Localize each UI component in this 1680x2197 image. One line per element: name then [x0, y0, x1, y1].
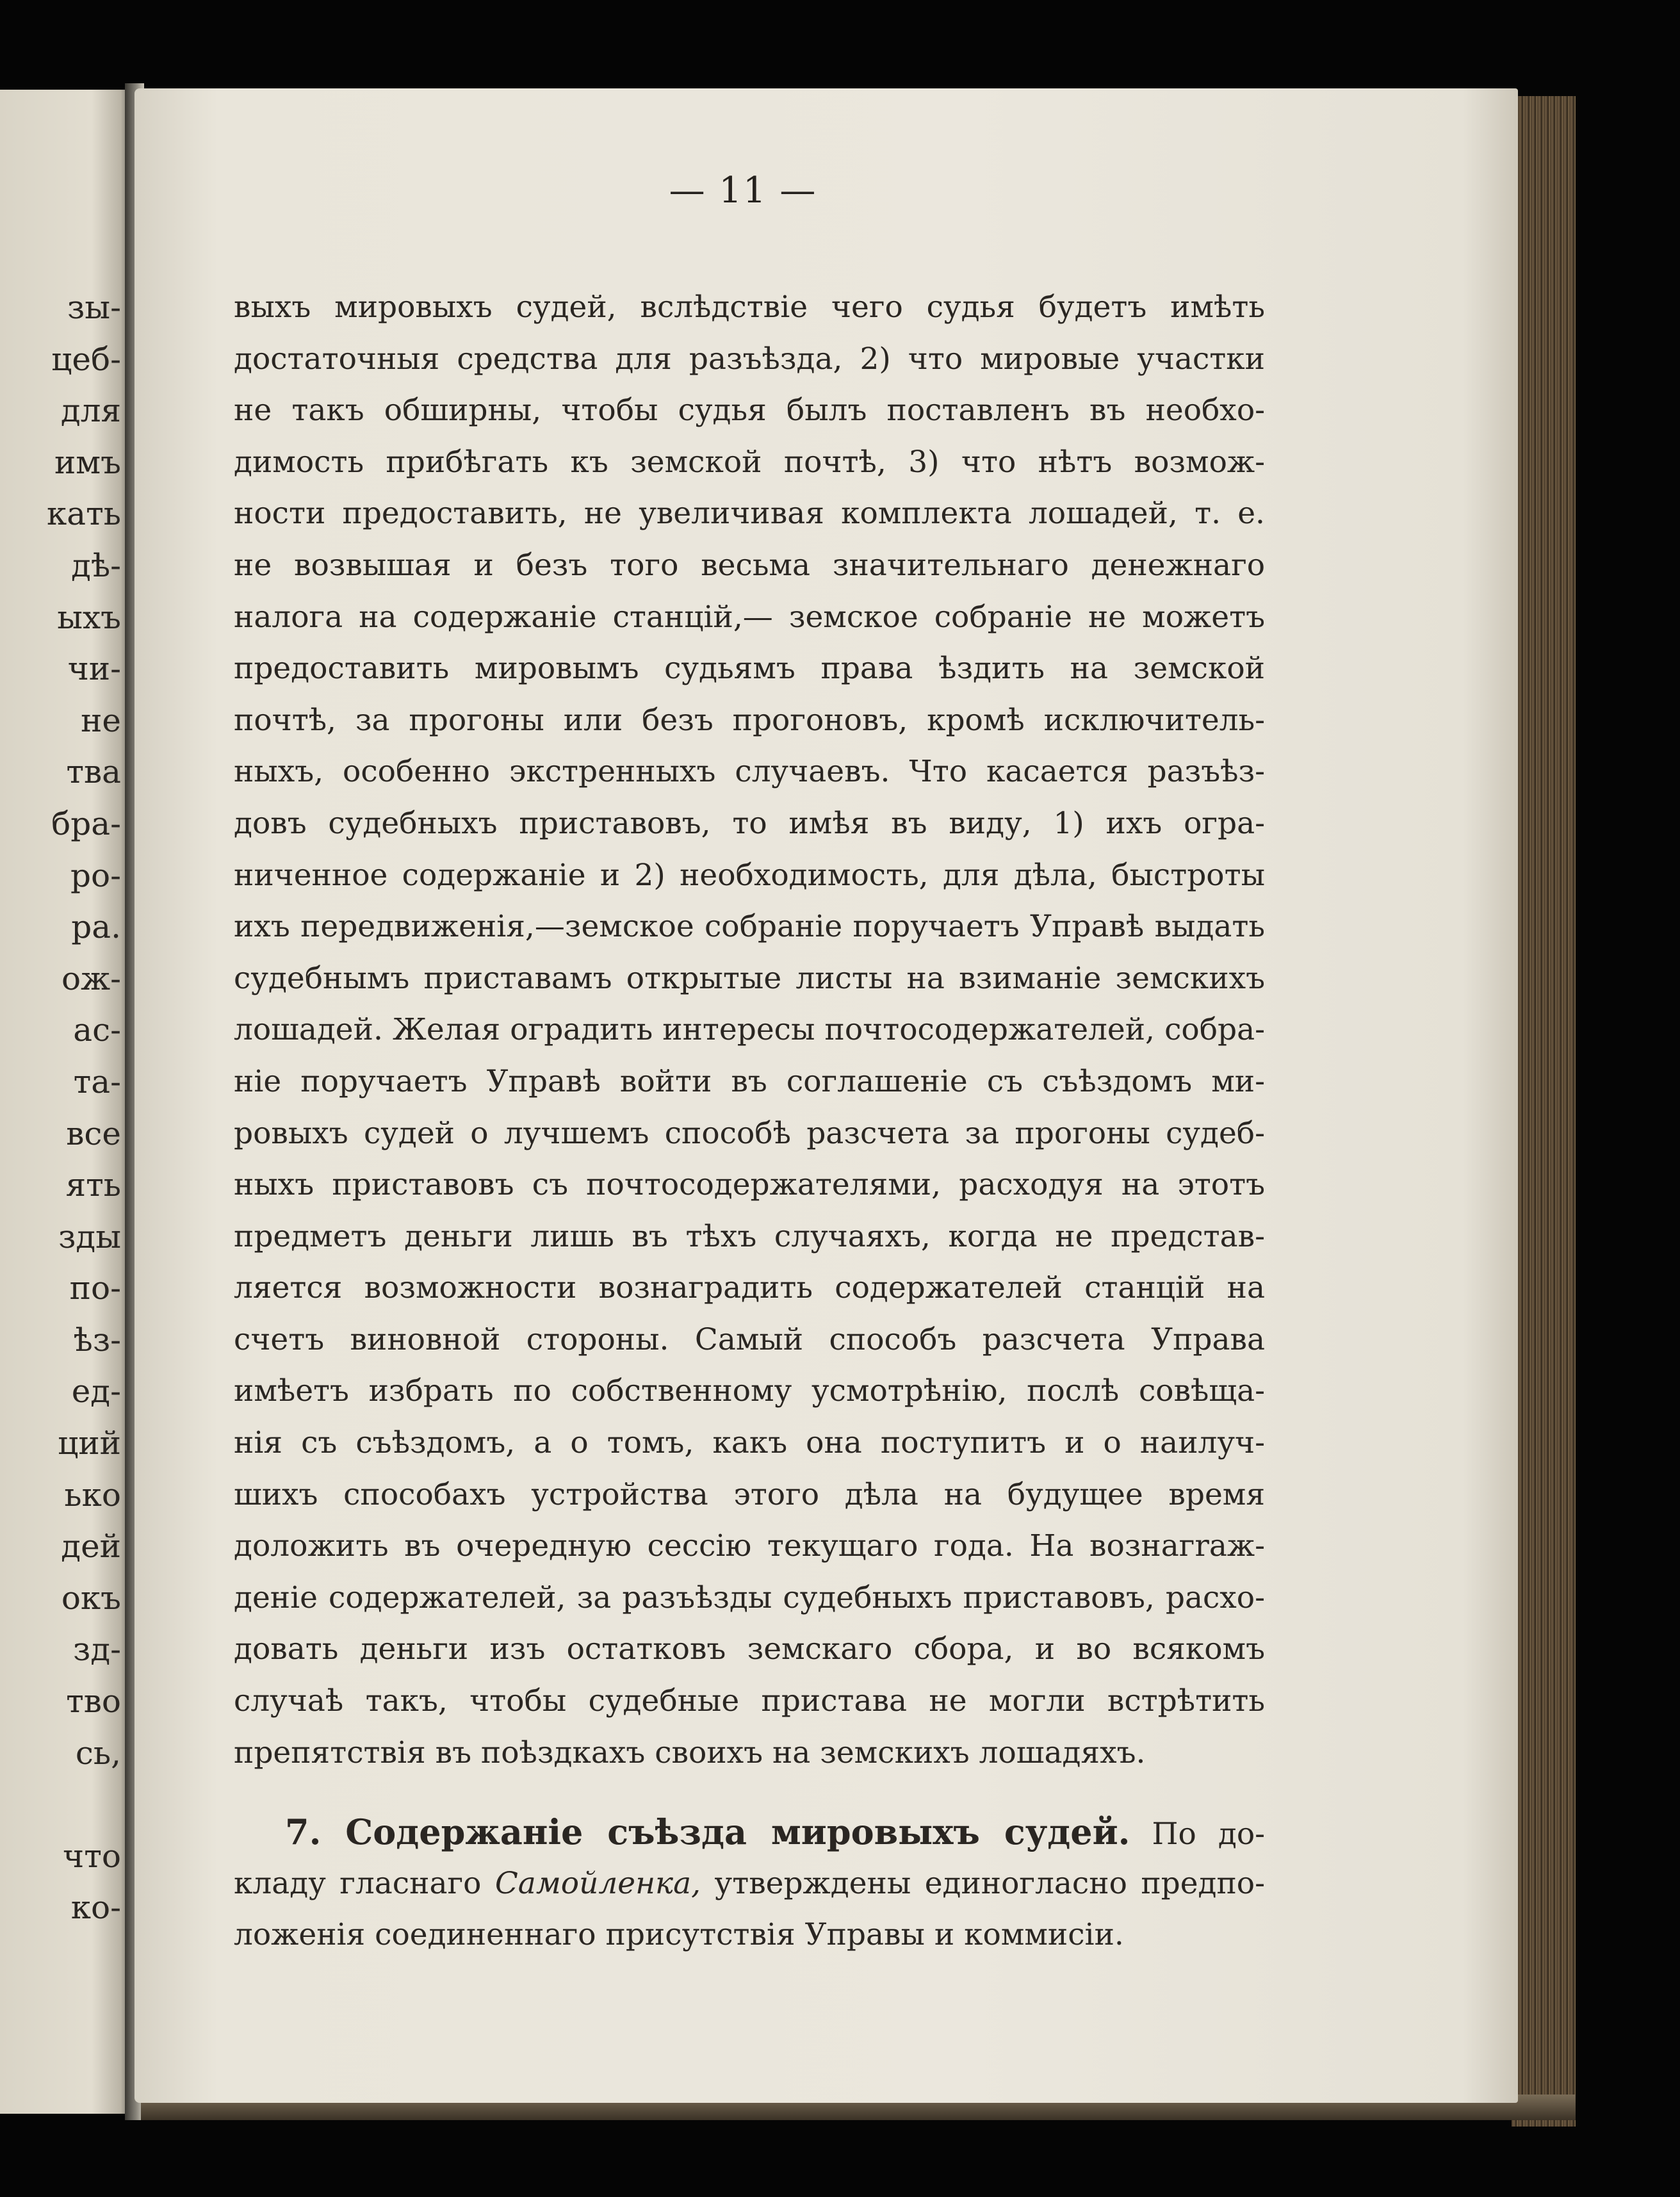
left-page-line: зд- [73, 1631, 121, 1669]
left-page-line: все [66, 1115, 121, 1152]
body-line: нія съ съѣздомъ, а о томъ, какъ она поступитъ и о наилуч- [234, 1425, 1265, 1461]
body-line: достаточныя средства для разъѣзда, 2) что мировые участки [234, 341, 1265, 377]
body-line: ниченное содержаніе и 2) необходимость, для дѣла, быстроты [234, 857, 1265, 893]
body-line: лошадей. Желая оградить интересы почтосодержателей, собра- [234, 1012, 1265, 1048]
left-page-line: ко- [70, 1889, 121, 1927]
body-line: довать деньги изъ остатковъ земскаго сбора, и во всякомъ [234, 1631, 1265, 1667]
section-7-speaker-name: Самойленка, [494, 1865, 701, 1901]
left-page-line: ас- [73, 1011, 121, 1049]
left-page-line: тво [66, 1683, 121, 1720]
body-line: ляется возможности вознаградить содержателей станцій на [234, 1270, 1265, 1306]
section-7-heading: 7. Содержаніе съѣзда мировыхъ судей. [285, 1811, 1130, 1852]
section-7-line-2-start: кладу гласнаго [234, 1865, 495, 1901]
left-page-line: ько [64, 1476, 121, 1514]
page-number: — 11 — [669, 170, 817, 211]
body-line: довъ судебныхъ приставовъ, то имѣя въ виду, 1) ихъ огра- [234, 805, 1265, 841]
body-line: деніе содержателей, за разъѣзды судебныхъ приставовъ, расхо- [234, 1580, 1265, 1615]
body-line: ныхъ приставовъ съ почтосодержателями, расходуя на этотъ [234, 1167, 1265, 1203]
body-line: случаѣ такъ, чтобы судебные пристава не могли встрѣтить [234, 1683, 1265, 1719]
left-page-text [47, 282, 121, 1934]
body-line: препятствія въ поѣздкахъ своихъ на земскихъ лошадяхъ. [234, 1735, 1146, 1770]
left-page-line: зы- [67, 289, 121, 326]
left-page-line: ыхъ [57, 598, 121, 636]
left-page-line: ѣз- [73, 1321, 121, 1359]
body-line: не возвышая и безъ того весьма значительнаго денежнаго [234, 547, 1265, 583]
body-line: ніе поручаетъ Управѣ войти въ соглашеніе съ съѣздомъ ми- [234, 1063, 1265, 1099]
body-line: счетъ виновной стороны. Самый способъ разсчета Управа [234, 1321, 1265, 1357]
section-7-line-3: ложенія соединеннаго присутствія Управы и коммисіи. [234, 1917, 1124, 1953]
body-line: выхъ мировыхъ судей, вслѣдствіе чего судья будетъ имѣть [234, 290, 1265, 325]
left-page-line: для [60, 392, 121, 430]
body-line: судебнымъ приставамъ открытые листы на взиманіе земскихъ [234, 960, 1265, 996]
left-page-line: ро- [70, 856, 121, 894]
body-line: доложить въ очередную сессію текущаго года. На вознагraж- [234, 1528, 1265, 1564]
body-line: ныхъ, особенно экстренныхъ случаевъ. Что касается разъѣз- [234, 754, 1265, 790]
body-line: ровыхъ судей о лучшемъ способѣ разсчета за прогоны судеб- [234, 1115, 1265, 1151]
left-page-line: дѣ- [71, 546, 121, 584]
section-7-line-2 [234, 1858, 1265, 1910]
left-page-line: сь, [75, 1734, 121, 1772]
left-page-line: не [81, 701, 121, 739]
section-7-paragraph [234, 1806, 1265, 1961]
left-page-line: цеб- [51, 340, 121, 378]
body-line: почтѣ, за прогоны или безъ прогоновъ, кромѣ исключитель- [234, 702, 1265, 738]
body-line: ности предоставить, не увеличивая комплекта лошадей, т. е. [234, 496, 1265, 532]
section-7-line-1-rest: По до- [1130, 1817, 1266, 1852]
left-page-line: ож- [61, 960, 121, 997]
left-page-line: дей [61, 1528, 121, 1565]
left-page-line: ять [65, 1166, 121, 1204]
section-7-line-1 [234, 1806, 1265, 1858]
left-page-line: кать [47, 495, 121, 533]
body-line: имѣетъ избрать по собственному усмотрѣнію, послѣ совѣща- [234, 1373, 1265, 1409]
body-line: предметъ деньги лишь въ тѣхъ случаяхъ, когда не представ- [234, 1218, 1265, 1254]
body-line: димость прибѣгать къ земской почтѣ, 3) что нѣтъ возмож- [234, 444, 1265, 480]
left-page-line: та- [73, 1063, 121, 1100]
left-page-line: бра- [51, 804, 121, 842]
body-line: предоставить мировымъ судьямъ права ѣздить на земской [234, 651, 1265, 687]
left-page-line [47, 1779, 121, 1831]
left-page-line: ед- [71, 1373, 121, 1410]
left-page-line: что [63, 1837, 121, 1875]
left-page-line: ра. [71, 908, 121, 946]
left-page-line: зды [58, 1218, 121, 1255]
left-page-line: окъ [61, 1579, 121, 1617]
body-line: шихъ способахъ устройства этого дѣла на будущее время [234, 1476, 1265, 1512]
left-page-line: по- [69, 1270, 121, 1307]
body-line: ихъ передвиженія,—земское собраніе поручаетъ Управѣ выдать [234, 909, 1265, 945]
left-page-line: ций [58, 1425, 121, 1462]
page-edges [1512, 96, 1576, 2127]
left-page [0, 90, 131, 2114]
left-page-line: чи- [67, 650, 121, 688]
left-page-line: тва [66, 753, 121, 791]
left-page-line: имъ [54, 443, 121, 481]
body-paragraph [234, 282, 1265, 1779]
section-7-line-2-end: утверждены единогласно предпо- [701, 1865, 1265, 1901]
body-line: налога на содержаніе станцій,— земское собраніе не можетъ [234, 599, 1265, 635]
body-line: не такъ обширны, чтобы судья былъ поставленъ въ необхо- [234, 393, 1265, 429]
